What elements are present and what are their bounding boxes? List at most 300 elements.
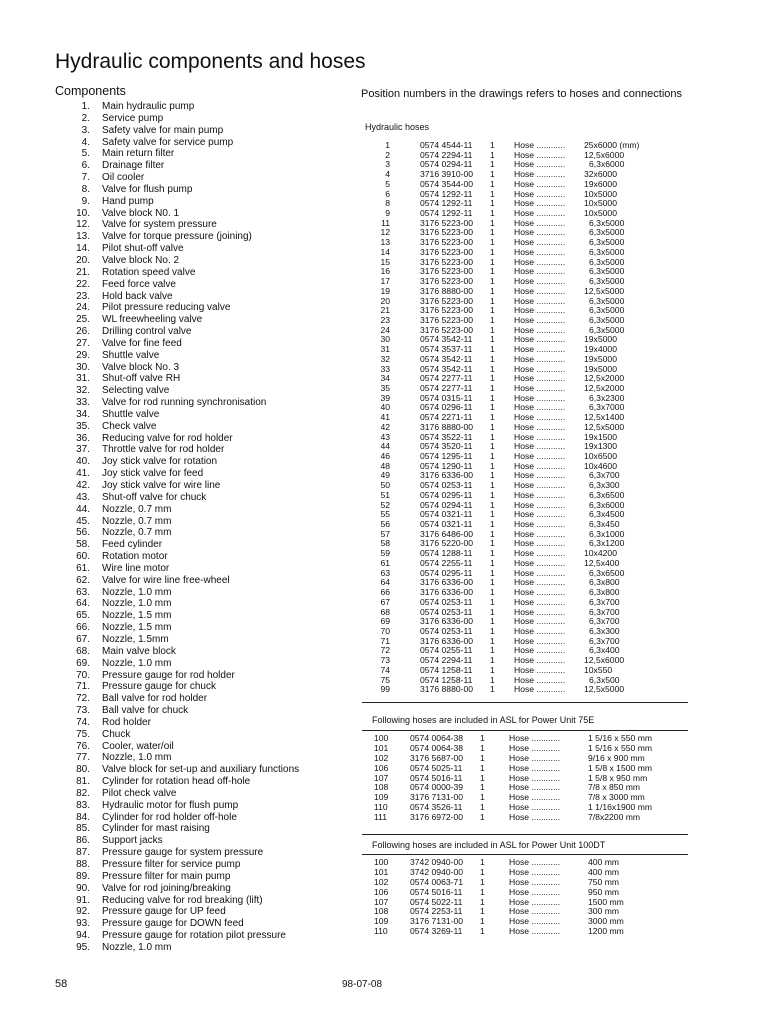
description: Hose ............ xyxy=(514,276,566,287)
part-number: 3176 5223-00 xyxy=(420,305,474,316)
list-item xyxy=(55,895,299,907)
part-number: 0574 0253-11 xyxy=(420,625,473,636)
list-item xyxy=(55,184,299,196)
component-name: Throttle valve for rod holder xyxy=(102,444,225,456)
position-number: 58 xyxy=(380,538,390,549)
component-number: 58. xyxy=(76,539,90,551)
dimension: 6,3x700 xyxy=(589,616,620,627)
component-number: 35. xyxy=(76,420,90,432)
component-name: WL freewheeling valve xyxy=(102,314,203,326)
component-number: 14. xyxy=(76,243,90,255)
dimension: 1 5/16 x 550 mm xyxy=(588,733,653,743)
position-number: 40 xyxy=(380,402,390,413)
quantity: 1 xyxy=(480,772,485,783)
position-number: 111 xyxy=(374,812,388,823)
part-number: 0574 1292-11 xyxy=(420,198,473,209)
quantity: 1 xyxy=(490,169,495,180)
component-name: Main hydraulic pump xyxy=(102,101,195,112)
part-number: 3176 5223-00 xyxy=(420,227,474,238)
quantity: 1 xyxy=(490,655,495,666)
component-number: 21. xyxy=(76,266,90,278)
position-number: 110 xyxy=(374,926,388,937)
component-name: Nozzle, 1.0 mm xyxy=(102,752,172,764)
quantity: 1 xyxy=(490,295,495,306)
description: Hose ............ xyxy=(514,441,566,452)
dimension: 19x5000 xyxy=(584,353,617,364)
position-number: 69 xyxy=(380,616,390,627)
position-number: 31 xyxy=(380,344,390,355)
asl-100dt-table xyxy=(374,858,688,937)
component-number: 91. xyxy=(76,894,90,906)
quantity: 1 xyxy=(490,538,495,549)
list-item xyxy=(55,587,299,599)
component-name: Hand pump xyxy=(102,195,154,207)
list-item xyxy=(55,859,299,871)
component-number: 33. xyxy=(76,397,90,409)
quantity: 1 xyxy=(490,470,495,481)
position-number: 52 xyxy=(380,499,390,510)
position-number: 63 xyxy=(380,567,390,578)
dimension: 6,3x400 xyxy=(589,645,620,656)
dimension: 400 mm xyxy=(588,866,620,877)
component-name: Pressure gauge for UP feed xyxy=(102,906,226,918)
component-number: 12. xyxy=(76,219,90,231)
position-number: 66 xyxy=(380,587,390,598)
position-number: 55 xyxy=(380,509,390,520)
dimension: 12,5x6000 xyxy=(584,149,625,160)
component-number: 85. xyxy=(76,823,90,835)
description: Hose ............ xyxy=(514,606,566,617)
quantity: 1 xyxy=(490,674,495,685)
dimension: 6,3x5000 xyxy=(589,246,625,257)
description: Hose ............ xyxy=(509,792,561,803)
component-name: Pressure filter for service pump xyxy=(102,859,241,870)
part-number: 3176 5223-00 xyxy=(420,266,474,277)
component-name: Shut-off valve for chuck xyxy=(102,491,207,503)
part-number: 0574 0296-11 xyxy=(420,402,473,413)
quantity: 1 xyxy=(480,866,485,877)
part-number: 0574 0000-39 xyxy=(410,782,464,793)
component-number: 76. xyxy=(76,740,90,752)
description: Hose ............ xyxy=(514,324,566,335)
dimension: 19x4000 xyxy=(584,344,617,355)
part-number: 3716 3910-00 xyxy=(420,169,474,180)
part-number: 0574 3526-11 xyxy=(410,802,463,813)
list-item xyxy=(55,243,299,255)
list-item xyxy=(55,563,299,575)
list-item xyxy=(55,539,299,551)
dimension: 19x5000 xyxy=(584,363,617,374)
quantity: 1 xyxy=(490,256,495,267)
list-item xyxy=(55,658,299,670)
quantity: 1 xyxy=(490,314,495,325)
position-number: 59 xyxy=(380,548,390,559)
dimension: 12,5x400 xyxy=(584,557,620,568)
list-item xyxy=(55,231,299,243)
component-name: Reducing valve for rod holder xyxy=(102,432,233,444)
part-number: 0574 0295-11 xyxy=(420,567,473,578)
quantity: 1 xyxy=(490,373,495,384)
component-number: 70. xyxy=(76,669,90,681)
quantity: 1 xyxy=(490,509,495,520)
component-name: Joy stick valve for rotation xyxy=(102,456,218,468)
part-number: 3176 8880-00 xyxy=(420,421,474,432)
component-name: Drilling control valve xyxy=(102,326,192,338)
part-number: 0574 2253-11 xyxy=(410,906,463,917)
component-name: Valve for fine feed xyxy=(102,337,182,349)
component-number: 80. xyxy=(76,764,90,776)
part-number: 0574 2294-11 xyxy=(420,149,473,160)
position-number: 75 xyxy=(380,674,390,685)
list-item xyxy=(55,622,299,634)
description: Hose ............ xyxy=(514,402,566,413)
list-item xyxy=(55,302,299,314)
component-number: 83. xyxy=(76,799,90,811)
dimension: 10x4600 xyxy=(584,460,617,471)
description: Hose ............ xyxy=(514,538,566,549)
position-number: 67 xyxy=(380,596,390,607)
quantity: 1 xyxy=(490,519,495,530)
component-name: Pilot check valve xyxy=(102,787,177,799)
part-number: 0574 1292-11 xyxy=(420,208,473,219)
list-item xyxy=(55,267,299,279)
component-name: Valve block for set-up and auxiliary functions xyxy=(102,764,300,776)
list-item xyxy=(55,444,299,456)
component-name: Valve block N0. 1 xyxy=(102,207,180,219)
description: Hose ............ xyxy=(514,149,566,160)
part-number: 0574 3537-11 xyxy=(420,344,473,355)
description: Hose ............ xyxy=(509,896,561,907)
position-number: 51 xyxy=(380,489,390,500)
description: Hose ............ xyxy=(514,217,566,228)
dimension: 6,3x5000 xyxy=(589,227,625,238)
description: Hose ............ xyxy=(514,655,566,666)
dimension: 6,3x700 xyxy=(589,606,620,617)
quantity: 1 xyxy=(480,762,485,773)
position-number: 46 xyxy=(380,451,390,461)
part-number: 3176 6336-00 xyxy=(420,577,474,588)
quantity: 1 xyxy=(480,906,485,917)
quantity: 1 xyxy=(490,276,495,287)
position-number: 11 xyxy=(381,217,390,228)
part-number: 3176 5223-00 xyxy=(420,295,474,306)
description: Hose ............ xyxy=(514,451,566,461)
position-number: 16 xyxy=(380,266,390,277)
description: Hose ............ xyxy=(509,782,561,793)
position-number: 4 xyxy=(385,169,390,180)
description: Hose ............ xyxy=(514,635,566,646)
list-item xyxy=(55,693,299,705)
dimension: 6,3x700 xyxy=(589,470,620,481)
part-number: 0574 0253-11 xyxy=(420,606,473,617)
description: Hose ............ xyxy=(514,314,566,325)
list-item xyxy=(55,835,299,847)
component-name: Pressure gauge for rod holder xyxy=(102,669,235,681)
dimension: 1 5/8 x 1500 mm xyxy=(588,762,653,773)
component-number: 34. xyxy=(76,408,90,420)
dimension: 300 mm xyxy=(588,906,620,917)
part-number: 0574 1290-11 xyxy=(420,460,473,471)
quantity: 1 xyxy=(490,499,495,510)
component-name: Nozzle, 1.0 mm xyxy=(102,598,172,610)
list-item xyxy=(55,373,299,385)
part-number: 3176 6336-00 xyxy=(420,635,474,646)
description: Hose ............ xyxy=(509,752,561,763)
component-number: 66. xyxy=(76,622,90,634)
component-name: Valve for wire line free-wheel xyxy=(102,574,230,586)
dimension: 1 1/16x1900 mm xyxy=(588,802,653,813)
position-number: 71 xyxy=(380,635,390,646)
list-item xyxy=(55,480,299,492)
list-item xyxy=(55,421,299,433)
component-name: Cooler, water/oil xyxy=(102,740,174,752)
component-number: 88. xyxy=(76,859,90,870)
part-number: 0574 0255-11 xyxy=(420,645,473,656)
description: Hose ............ xyxy=(514,587,566,598)
component-number: 60. xyxy=(76,551,90,563)
dimension: 3000 mm xyxy=(588,916,624,927)
position-number: 100 xyxy=(374,857,389,867)
description: Hose ............ xyxy=(509,762,561,773)
list-item xyxy=(55,918,299,930)
dimension: 10x6500 xyxy=(584,451,617,461)
dimension: 6,3x5000 xyxy=(589,237,625,248)
component-number: 90. xyxy=(76,882,90,894)
dimension: 10x550 xyxy=(584,664,613,675)
component-number: 92. xyxy=(76,906,90,918)
part-number: 0574 1258-11 xyxy=(420,664,473,675)
part-number: 3176 5687-00 xyxy=(410,752,464,763)
list-item xyxy=(55,741,299,753)
component-number: 7. xyxy=(81,172,90,184)
component-number: 32. xyxy=(76,385,90,397)
component-number: 73. xyxy=(76,705,90,717)
list-item xyxy=(55,764,299,776)
description: Hose ............ xyxy=(509,772,561,783)
part-number: 3176 7131-00 xyxy=(410,916,464,927)
part-number: 3176 5223-00 xyxy=(420,246,474,257)
description: Hose ............ xyxy=(514,237,566,248)
quantity: 1 xyxy=(490,441,495,452)
position-number: 24 xyxy=(380,324,390,335)
part-number: 0574 5016-11 xyxy=(410,772,463,783)
component-number: 65. xyxy=(76,610,90,622)
dimension: 6,3x300 xyxy=(589,625,620,636)
quantity: 1 xyxy=(490,489,495,500)
part-number: 0574 2277-11 xyxy=(420,373,473,384)
position-number: 35 xyxy=(380,382,390,393)
part-number: 0574 3542-11 xyxy=(420,353,473,364)
dimension: 9/16 x 900 mm xyxy=(588,752,645,763)
component-name: Reducing valve for rod breaking (lift) xyxy=(102,894,263,906)
list-item xyxy=(55,942,299,954)
dimension: 19x5000 xyxy=(584,334,617,345)
component-name: Wire line motor xyxy=(102,562,170,574)
position-number: 15 xyxy=(380,256,390,267)
component-name: Oil cooler xyxy=(102,172,145,184)
position-number: 64 xyxy=(380,577,390,588)
position-number: 50 xyxy=(380,480,390,491)
description: Hose ............ xyxy=(514,159,566,170)
component-name: Chuck xyxy=(102,728,131,740)
component-name: Valve for rod running synchronisation xyxy=(102,397,267,409)
quantity: 1 xyxy=(490,460,495,471)
description: Hose ............ xyxy=(509,857,561,867)
dimension: 19x1300 xyxy=(584,441,617,452)
description: Hose ............ xyxy=(509,886,561,897)
part-number: 3176 6336-00 xyxy=(420,616,474,627)
hydraulic-hoses-heading: Hydraulic hoses xyxy=(365,122,430,132)
description: Hose ............ xyxy=(514,489,566,500)
component-name: Valve block No. 2 xyxy=(102,254,180,266)
position-number: 34 xyxy=(380,373,390,384)
dimension: 7/8x2200 mm xyxy=(588,812,641,823)
component-number: 30. xyxy=(76,361,90,373)
component-number: 31. xyxy=(76,373,90,385)
list-item xyxy=(55,788,299,800)
component-number: 81. xyxy=(76,776,90,788)
component-name: Feed cylinder xyxy=(102,539,163,551)
list-item xyxy=(55,800,299,812)
quantity: 1 xyxy=(490,217,495,228)
dimension: 6,3x1200 xyxy=(589,538,625,549)
dimension: 6,3x5000 xyxy=(589,295,625,306)
component-name: Pressure gauge for chuck xyxy=(102,681,216,693)
description: Hose ............ xyxy=(509,812,561,823)
quantity: 1 xyxy=(490,412,495,423)
list-item xyxy=(55,208,299,220)
list-item xyxy=(55,219,299,231)
page-number: 58 xyxy=(55,978,68,990)
asl-75e-heading: Following hoses are included in ASL for Power Unit 75E xyxy=(372,715,595,725)
part-number: 0574 3542-11 xyxy=(420,363,473,374)
component-name: Nozzle, 1.5mm xyxy=(102,633,169,645)
list-item xyxy=(55,385,299,397)
list-item xyxy=(55,670,299,682)
dimension: 10x4200 xyxy=(584,548,617,559)
dimension: 6,3x5000 xyxy=(589,314,625,325)
quantity: 1 xyxy=(490,664,495,675)
position-number: 43 xyxy=(380,431,390,442)
table-row xyxy=(374,927,688,937)
list-item xyxy=(55,160,299,172)
list-item xyxy=(55,409,299,421)
list-item xyxy=(55,610,299,622)
part-number: 0574 0295-11 xyxy=(420,489,473,500)
position-number: 107 xyxy=(374,896,389,907)
list-item xyxy=(55,314,299,326)
divider-rule xyxy=(362,834,688,835)
divider-rule xyxy=(362,854,688,855)
quantity: 1 xyxy=(490,557,495,568)
dimension: 1500 mm xyxy=(588,896,624,907)
position-number: 17 xyxy=(380,276,390,287)
part-number: 0574 2271-11 xyxy=(420,412,473,423)
part-number: 0574 2255-11 xyxy=(420,557,473,568)
component-number: 10. xyxy=(76,207,90,219)
components-heading: Components xyxy=(55,84,126,98)
position-number: 106 xyxy=(374,762,389,773)
description: Hose ............ xyxy=(514,625,566,636)
component-number: 23. xyxy=(76,290,90,302)
component-number: 82. xyxy=(76,787,90,799)
list-item xyxy=(55,492,299,504)
dimension: 6,3x7000 xyxy=(589,402,625,413)
list-item xyxy=(55,646,299,658)
component-name: Pilot shut-off valve xyxy=(102,243,184,255)
quantity: 1 xyxy=(490,616,495,627)
list-item xyxy=(55,350,299,362)
table-row xyxy=(374,813,688,823)
component-number: 13. xyxy=(76,231,90,243)
dimension: 6,3x5000 xyxy=(589,256,625,267)
quantity: 1 xyxy=(490,178,495,189)
component-name: Safety valve for main pump xyxy=(102,124,224,136)
component-name: Support jacks xyxy=(102,835,163,847)
component-name: Valve for torque pressure (joining) xyxy=(102,231,252,243)
position-number: 13 xyxy=(380,237,390,248)
list-item xyxy=(55,717,299,729)
description: Hose ............ xyxy=(514,460,566,471)
position-number: 21 xyxy=(380,305,390,316)
component-number: 5. xyxy=(81,148,90,160)
quantity: 1 xyxy=(490,382,495,393)
list-item xyxy=(55,516,299,528)
description: Hose ............ xyxy=(514,266,566,277)
quantity: 1 xyxy=(480,742,485,753)
description: Hose ............ xyxy=(514,509,566,520)
quantity: 1 xyxy=(480,857,485,867)
position-number: 68 xyxy=(380,606,390,617)
position-number: 102 xyxy=(374,876,389,887)
component-name: Nozzle, 1.5 mm xyxy=(102,622,172,634)
component-number: 27. xyxy=(76,337,90,349)
part-number: 0574 0253-11 xyxy=(420,596,473,607)
component-name: Nozzle, 0.7 mm xyxy=(102,515,172,527)
description: Hose ............ xyxy=(514,684,566,695)
dimension: 6,3x6000 xyxy=(589,159,625,170)
component-number: 86. xyxy=(76,835,90,847)
part-number: 3176 6486-00 xyxy=(420,528,474,539)
part-number: 0574 0253-11 xyxy=(420,480,473,491)
position-number: 74 xyxy=(380,664,390,675)
position-number: 49 xyxy=(380,470,390,481)
component-number: 25. xyxy=(76,314,90,326)
description: Hose ............ xyxy=(514,431,566,442)
position-number: 41 xyxy=(380,412,390,423)
component-name: Service pump xyxy=(102,112,164,124)
quantity: 1 xyxy=(490,606,495,617)
position-number: 39 xyxy=(380,392,390,403)
part-number: 0574 4544-11 xyxy=(420,140,473,150)
position-number: 108 xyxy=(374,782,389,793)
position-number: 108 xyxy=(374,906,389,917)
dimension: 12,5x6000 xyxy=(584,655,625,666)
dimension: 19x6000 xyxy=(584,178,617,189)
position-number: 33 xyxy=(380,363,390,374)
component-number: 56. xyxy=(76,527,90,539)
description: Hose ............ xyxy=(514,596,566,607)
component-name: Valve for rod joining/breaking xyxy=(102,882,231,894)
dimension: 12,5x1400 xyxy=(584,412,625,423)
dimension: 32x6000 xyxy=(584,169,617,180)
component-number: 29. xyxy=(76,349,90,361)
list-item xyxy=(55,776,299,788)
description: Hose ............ xyxy=(514,412,566,423)
component-name: Cylinder for mast raising xyxy=(102,823,210,835)
quantity: 1 xyxy=(490,208,495,219)
description: Hose ............ xyxy=(514,246,566,257)
